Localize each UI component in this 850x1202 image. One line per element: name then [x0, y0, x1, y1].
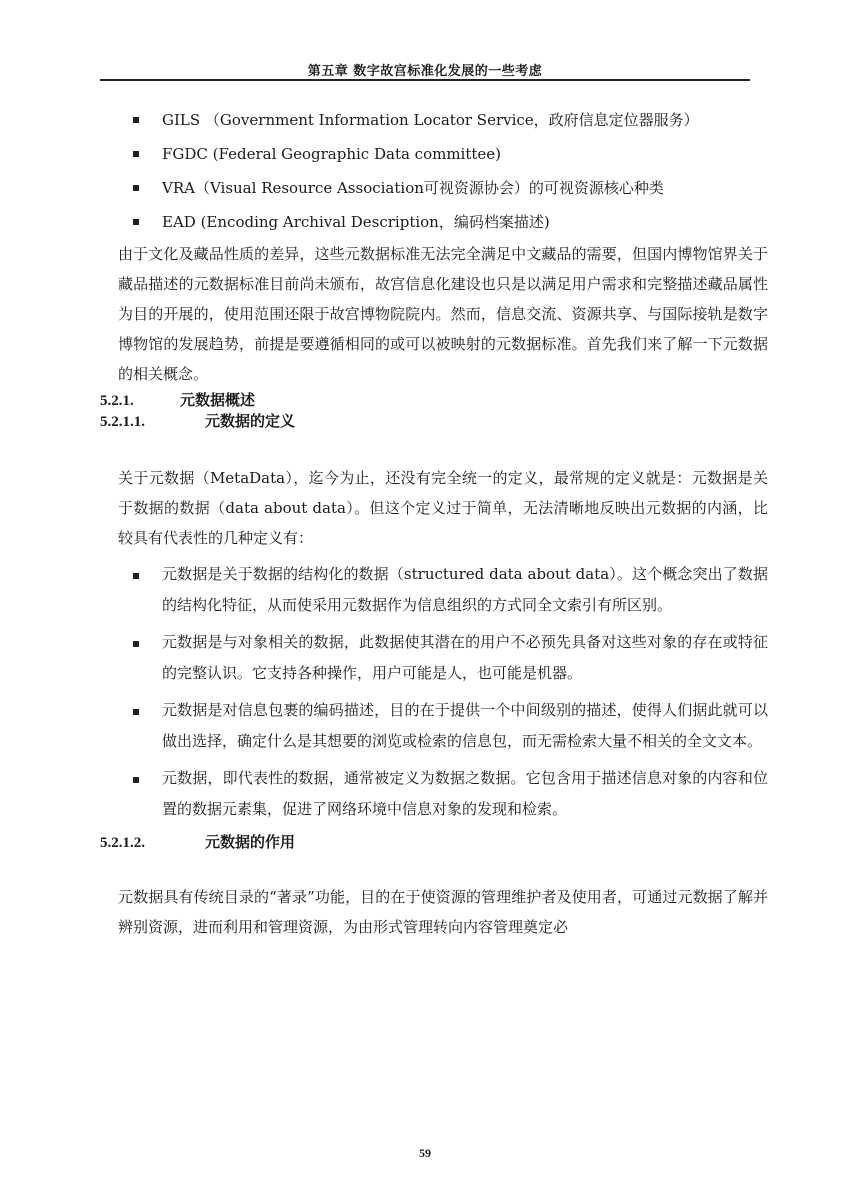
intro-paragraph-text: 由于文化及藏品性质的差异，这些元数据标准无法完全满足中文藏品的需要，但国内博物馆界关于藏品描述的元数据标准目前尚未颁布，故宫信息化建设也只是以满足用户需求和完整描述藏品属性为目的开展的，使用范围还限于故宫博物院院内。然而，信息交流、资源共享、与国际接轨是数字博物馆的发展趋势，前提是要遵循相同的或可以被映射的元数据标准。首先我们来了解一下元数据的相关概念。 — [118, 245, 768, 383]
definition-item — [100, 627, 768, 689]
bullet-icon — [133, 117, 139, 123]
list-item — [100, 171, 768, 205]
bullet-icon — [133, 641, 139, 647]
section-title: 元数据的作用 — [205, 833, 296, 851]
section-number: 5.2.1. — [100, 393, 134, 409]
section-title: 元数据的定义 — [205, 412, 296, 430]
function-paragraph — [100, 882, 768, 942]
section-heading-5-2-1-1 — [100, 410, 768, 431]
section-heading-5-2-1 — [100, 389, 768, 410]
section-title: 元数据概述 — [180, 391, 256, 409]
list-item-text: VRA（Visual Resource Association可视资源协会）的可视资源核心种类 — [162, 179, 664, 197]
definition-item — [100, 559, 768, 621]
bullet-icon — [133, 185, 139, 191]
page-body — [100, 103, 768, 942]
list-item-text: EAD (Encoding Archival Description，编码档案描述) — [162, 213, 550, 231]
list-item — [100, 137, 768, 171]
running-header: 第五章 数字故宫标准化发展的一些考虑 — [307, 64, 543, 79]
definition-item — [100, 763, 768, 825]
list-item-text: GILS （Government Information Locator Service，政府信息定位器服务） — [162, 111, 699, 129]
list-item — [100, 205, 768, 239]
list-item-text: FGDC (Federal Geographic Data committee) — [162, 145, 502, 163]
bullet-icon — [133, 573, 139, 579]
section-number: 5.2.1.2. — [100, 835, 145, 851]
definition-text: 元数据是与对象相关的数据，此数据使其潜在的用户不必预先具备对这些对象的存在或特征的完整认识。它支持各种操作，用户可能是人，也可能是机器。 — [162, 633, 768, 682]
page-number: 59 — [419, 1146, 431, 1160]
definitions-list — [100, 559, 768, 825]
definition-text: 元数据，即代表性的数据，通常被定义为数据之数据。它包含用于描述信息对象的内容和位置的数据元素集，促进了网络环境中信息对象的发现和检索。 — [162, 769, 768, 818]
section-number: 5.2.1.1. — [100, 414, 145, 430]
header-rule — [100, 79, 750, 81]
definition-text: 元数据是对信息包裹的编码描述，目的在于提供一个中间级别的描述，使得人们据此就可以做出选择，确定什么是其想要的浏览或检索的信息包，而无需检索大量不相关的全文文本。 — [162, 701, 768, 750]
standards-list — [100, 103, 768, 239]
definition-paragraph-text: 关于元数据（MetaData），迄今为止，还没有完全统一的定义，最常规的定义就是：元数据是关于数据的数据（data about data）。但这个定义过于简单，无法清晰地反映出元数据的内涵，比较具有代表性的几种定义有： — [118, 469, 768, 547]
definition-paragraph — [100, 463, 768, 553]
section-heading-5-2-1-2 — [100, 831, 768, 852]
bullet-icon — [133, 709, 139, 715]
intro-paragraph — [100, 239, 768, 389]
bullet-icon — [133, 777, 139, 783]
function-paragraph-text: 元数据具有传统目录的“著录”功能，目的在于使资源的管理维护者及使用者，可通过元数据了解并辨别资源，进而利用和管理资源，为由形式管理转向内容管理奠定必 — [118, 888, 768, 936]
definition-item — [100, 695, 768, 757]
bullet-icon — [133, 219, 139, 225]
bullet-icon — [133, 151, 139, 157]
definition-text: 元数据是关于数据的结构化的数据（structured data about data）。这个概念突出了数据的结构化特征，从而使采用元数据作为信息组织的方式同全文索引有所区别。 — [162, 565, 768, 614]
list-item — [100, 103, 768, 137]
